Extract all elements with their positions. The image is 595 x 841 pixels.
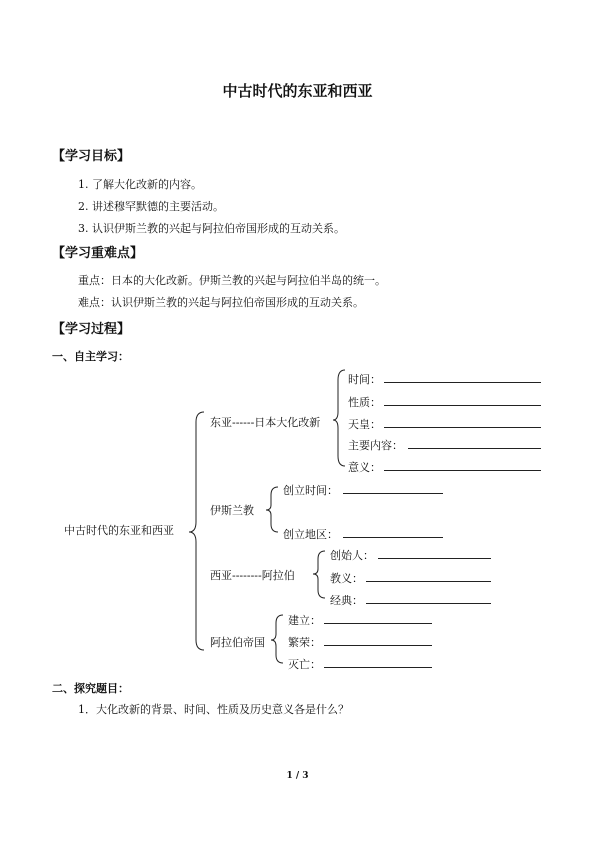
japan-meaning-label: 意义：	[348, 461, 381, 474]
japan-content-blank	[408, 448, 541, 449]
empire-prosperity-blank	[324, 645, 432, 646]
key-point-text: 重点：日本的大化改新。伊斯兰教的兴起与阿拉伯半岛的统一。	[78, 274, 386, 287]
empire-brace	[271, 615, 283, 663]
root-brace	[189, 412, 204, 650]
japan-nature-label: 性质：	[348, 396, 381, 409]
islam-brace	[266, 487, 278, 532]
arabia-founder-blank	[378, 558, 491, 559]
page-number: 1 / 3	[286, 771, 309, 781]
japan-time-blank	[384, 382, 541, 383]
inquiry-heading: 二、探究题目：	[52, 682, 129, 695]
japan-emperor-label: 天皇：	[348, 418, 381, 431]
islam-time-label: 创立时间：	[283, 484, 338, 497]
arabia-scripture-label: 经典：	[330, 594, 363, 607]
arabia-founder-label: 创始人：	[330, 549, 374, 562]
key-points-heading: 【学习重难点】	[52, 246, 144, 261]
islam-time-blank	[343, 493, 443, 494]
mindmap-root: 中古时代的东亚和西亚	[64, 524, 174, 537]
arabia-doctrine-blank	[366, 581, 491, 582]
branch-empire-label: 阿拉伯帝国	[210, 636, 265, 649]
japan-emperor-blank	[384, 427, 541, 428]
empire-fall-label: 灭亡：	[288, 658, 321, 671]
inquiry-question-1: 1．大化改新的背景、时间、性质及历史意义各是什么？	[78, 703, 349, 716]
objective-item-1: 1. 了解大化改新的内容。	[78, 178, 202, 191]
empire-fall-blank	[324, 667, 432, 668]
self-study-heading: 一、自主学习：	[52, 350, 129, 363]
objective-item-3: 3. 认识伊斯兰教的兴起与阿拉伯帝国形成的互动关系。	[78, 222, 345, 235]
islam-region-label: 创立地区：	[283, 528, 338, 541]
objective-item-2: 2. 讲述穆罕默德的主要活动。	[78, 200, 224, 213]
arabia-brace	[313, 551, 325, 598]
branch-japan-label: 东亚------日本大化改新	[210, 416, 321, 429]
japan-content-label: 主要内容：	[348, 439, 403, 452]
japan-brace	[333, 370, 345, 466]
empire-founding-label: 建立：	[288, 614, 321, 627]
japan-time-label: 时间：	[348, 373, 381, 386]
branch-islam-label: 伊斯兰教	[210, 504, 254, 517]
objectives-heading: 【学习目标】	[52, 149, 131, 164]
japan-meaning-blank	[384, 470, 541, 471]
arabia-scripture-blank	[366, 603, 491, 604]
empire-founding-blank	[324, 623, 432, 624]
empire-prosperity-label: 繁荣：	[288, 636, 321, 649]
arabia-doctrine-label: 教义：	[330, 572, 363, 585]
difficulty-text: 难点：认识伊斯兰教的兴起与阿拉伯帝国形成的互动关系。	[78, 296, 364, 309]
page-title: 中古时代的东亚和西亚	[222, 82, 373, 100]
branch-arabia-label: 西亚--------阿拉伯	[210, 569, 295, 582]
japan-nature-blank	[384, 405, 541, 406]
process-heading: 【学习过程】	[52, 322, 131, 337]
islam-region-blank	[343, 537, 443, 538]
